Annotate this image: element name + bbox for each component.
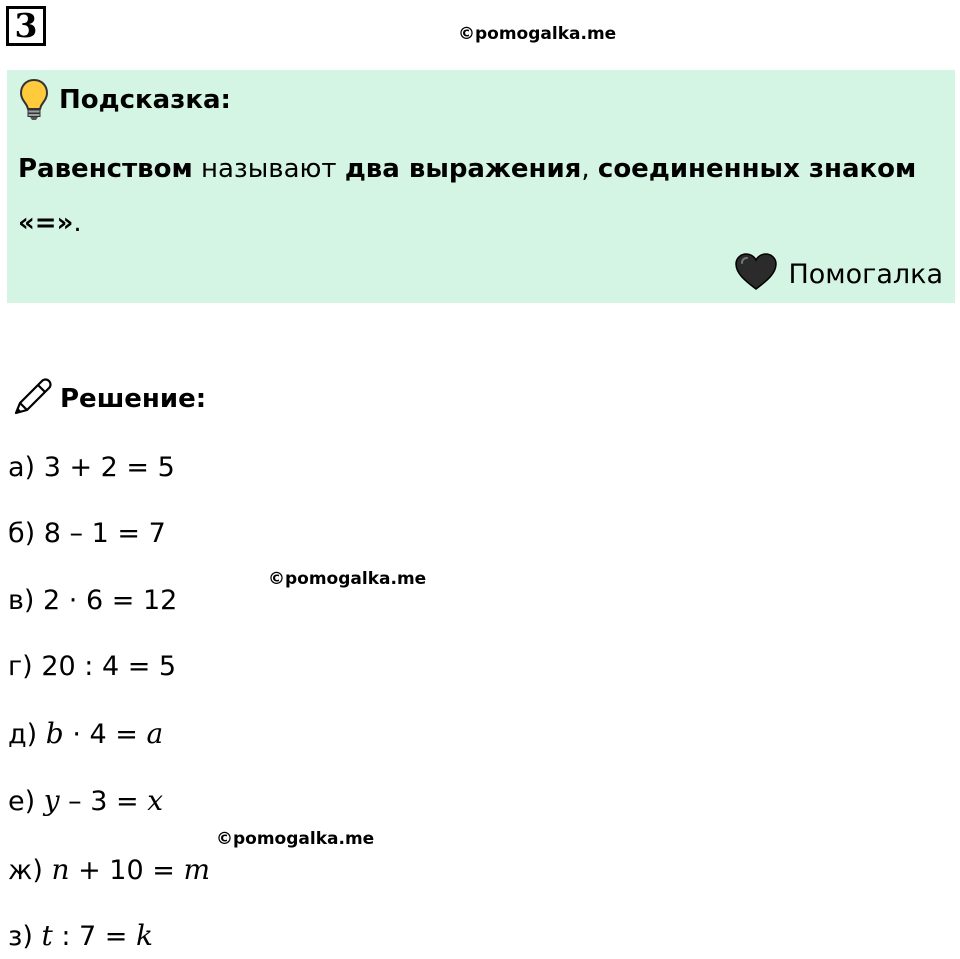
solution-title: Решение: xyxy=(60,384,207,414)
answer-label: в) xyxy=(8,585,35,616)
hint-bold-part: два выражения xyxy=(344,154,582,184)
watermark-top: ©pomogalka.me xyxy=(458,24,617,44)
answer-label: д) xyxy=(8,719,38,750)
answer-expression: : 7 = xyxy=(52,921,136,952)
answer-z xyxy=(8,916,153,957)
answer-expression: · 4 = xyxy=(63,719,147,750)
signature-text: Помогалка xyxy=(788,258,943,290)
answer-variable: n xyxy=(51,853,70,886)
answer-expression: 8 – 1 = 7 xyxy=(43,518,166,549)
pencil-icon xyxy=(10,375,54,423)
answer-variable: m xyxy=(183,853,210,886)
answer-v xyxy=(8,581,177,621)
answer-d xyxy=(8,714,163,755)
answer-expression: + 10 = xyxy=(69,855,184,886)
answer-expression: 3 + 2 = 5 xyxy=(43,452,175,483)
task-number: 3 xyxy=(6,6,46,46)
hint-text xyxy=(18,142,918,250)
answer-e xyxy=(8,781,163,822)
answer-b xyxy=(8,514,166,554)
answer-zh xyxy=(8,850,210,891)
answer-variable: y xyxy=(43,784,60,817)
hint-term: Равенством xyxy=(18,154,193,184)
answer-expression: – 3 = xyxy=(59,786,148,817)
answer-label: г) xyxy=(8,651,33,682)
answer-label: е) xyxy=(8,786,36,817)
answer-variable: a xyxy=(146,717,164,750)
hint-signature xyxy=(734,251,943,297)
hint-bold-part: соединенных знаком «=» xyxy=(18,154,917,238)
hint-text-part: . xyxy=(73,208,82,238)
hint-title: Подсказка: xyxy=(59,85,231,115)
answer-variable: x xyxy=(147,784,164,817)
hint-box xyxy=(7,70,955,303)
answer-a xyxy=(8,448,175,488)
answer-variable: t xyxy=(41,919,53,952)
answer-expression: 20 : 4 = 5 xyxy=(41,651,177,682)
answer-label: а) xyxy=(8,452,36,483)
answer-label: ж) xyxy=(8,855,43,886)
lightbulb-icon xyxy=(19,78,49,122)
answer-variable: k xyxy=(135,919,153,952)
answer-g xyxy=(8,647,176,687)
solution-header xyxy=(10,376,206,422)
answer-label: б) xyxy=(8,518,36,549)
hint-text-part: , xyxy=(581,154,598,184)
heart-icon xyxy=(734,253,778,295)
answer-variable: b xyxy=(45,717,64,750)
watermark-middle: ©pomogalka.me xyxy=(268,569,427,589)
hint-text-part: называют xyxy=(192,154,345,184)
answer-label: з) xyxy=(8,921,33,952)
hint-header xyxy=(19,78,231,122)
answer-expression: 2 · 6 = 12 xyxy=(43,585,178,616)
watermark-bottom: ©pomogalka.me xyxy=(216,829,375,849)
